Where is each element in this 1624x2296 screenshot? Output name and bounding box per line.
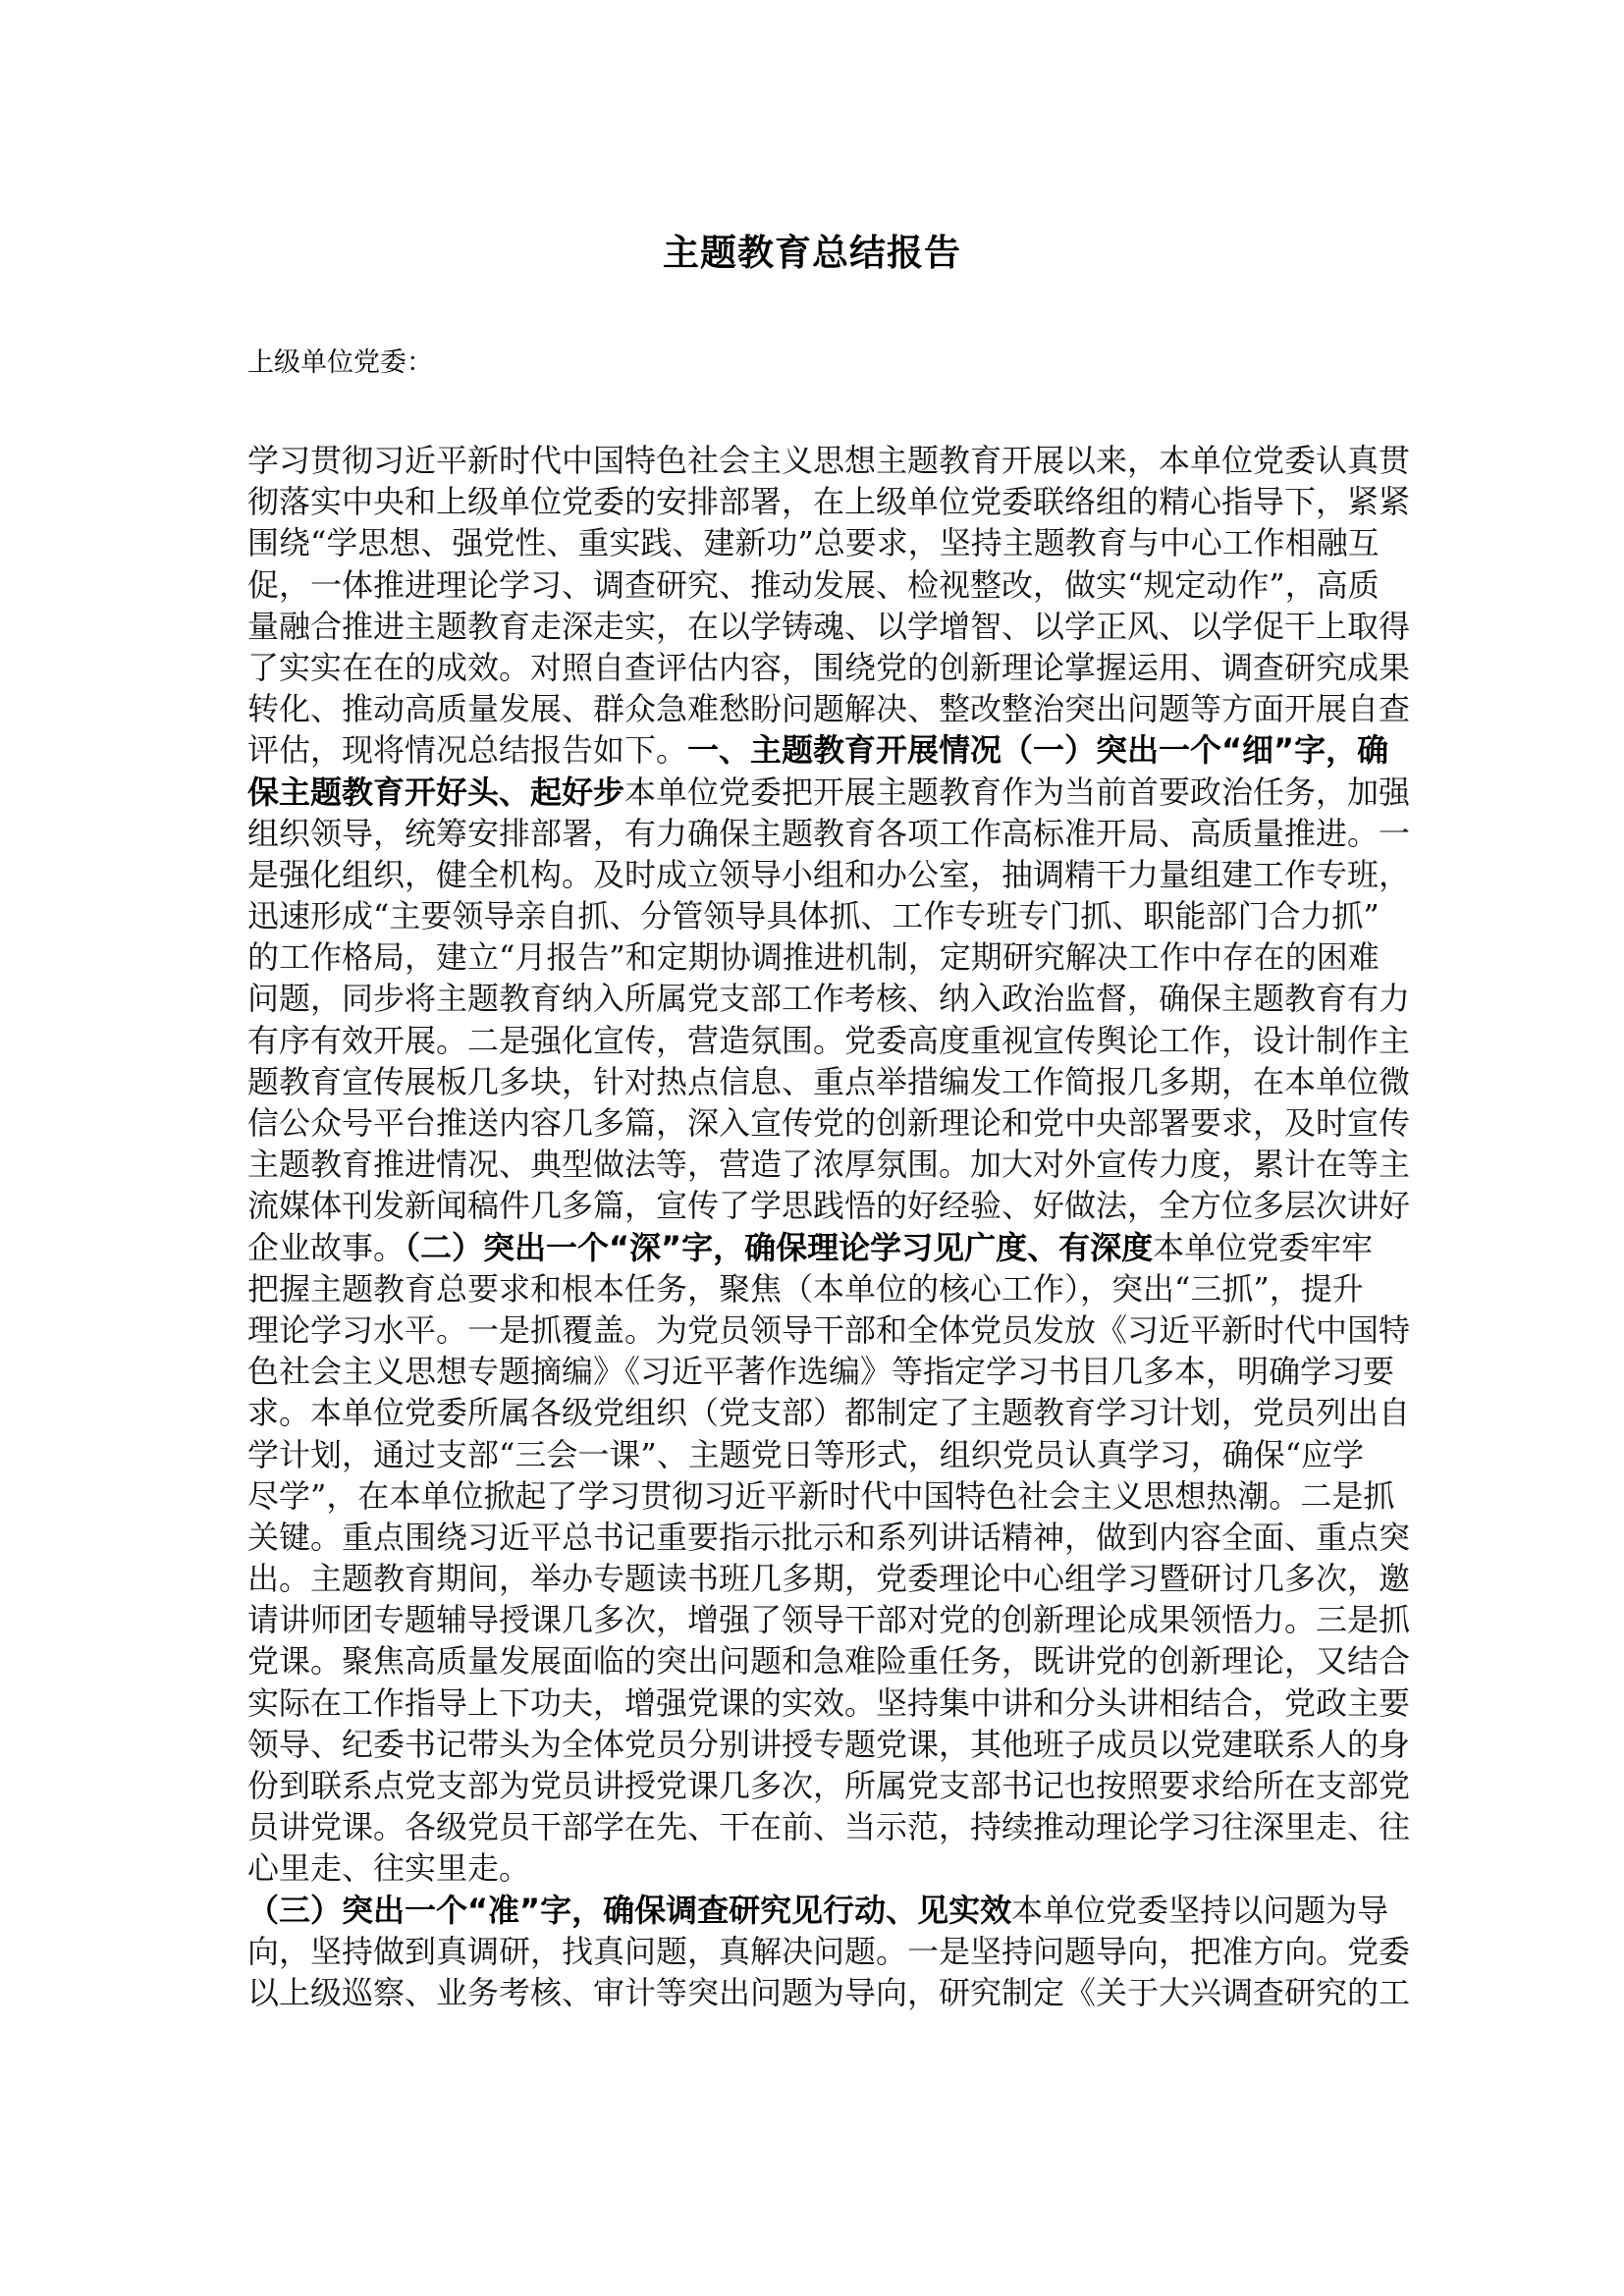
text-line [247,481,1411,522]
body-text: 向，坚持做到真调研，找真问题，真解决问题。一是坚持问题导向，把准方向。党委 [247,1932,1411,1970]
body-text: 是强化组织，健全机构。及时成立领导小组和办公室，抽调精干力量组建工作专班， [247,855,1411,893]
body-text: 请讲师团专题辅导授课几多次，增强了领导干部对党的创新理论成果领悟力。三是抓 [247,1601,1411,1639]
text-line [247,1931,1411,1972]
body-text: 彻落实中央和上级单位党委的安排部署，在上级单位党委联络组的精心指导下，紧紧 [247,483,1411,521]
text-line [247,1227,1374,1268]
text-line [247,1309,1411,1351]
text-line [247,1972,1411,2013]
body-text: 学计划，通过支部“三会一课”、主题党日等形式，组织党员认真学习，确保“应学 [247,1435,1365,1473]
bold-heading-text: （二）突出一个“深”字，确保理论学习见广度、有深度 [405,1228,1154,1266]
document-title: 主题教育总结报告 [663,232,961,274]
text-line [247,1392,1411,1433]
body-text: 流媒体刊发新闻稿件几多篇，宣传了学思践悟的好经验、好做法，全方位多层次讲好 [247,1187,1411,1225]
text-line [247,813,1411,854]
text-line [247,564,1380,606]
body-text: 关键。重点围绕习近平总书记重要指示批示和系列讲话精神，做到内容全面、重点突 [247,1518,1411,1556]
text-line [247,1475,1395,1517]
body-text: 题教育宣传展板几多块，针对热点信息、重点举措编发工作简报几多期，在本单位微 [247,1062,1411,1100]
text-line [247,1724,1411,1765]
body-text: 把握主题教育总要求和根本任务，聚焦（本单位的核心工作），突出“三抓”，提升 [247,1269,1364,1308]
body-text: 色社会主义思想专题摘编》《习近平著作选编》等指定学习书目几多本，明确学习要 [247,1353,1395,1391]
text-line [247,895,1380,936]
body-text: 员讲党课。各级党员干部学在先、干在前、当示范，持续推动理论学习往深里走、往 [247,1808,1411,1846]
text-line [247,1020,1411,1061]
text-line [247,1640,1411,1682]
text-line [247,1682,1411,1724]
body-text: 主题教育推进情况、典型做法等，营造了浓厚氛围。加大对外宣传力度，累计在等主 [247,1146,1411,1184]
text-line [247,606,1411,647]
text-line [247,1185,1411,1226]
text-line [247,1558,1411,1599]
text-line [247,647,1411,688]
body-text: 实际在工作指导上下功夫，增强党课的实效。坚持集中讲和分头讲相结合，党政主要 [247,1683,1411,1722]
text-line [247,1061,1411,1102]
text-line [247,1765,1411,1806]
body-text: 了实实在在的成效。对照自查评估内容，围绕党的创新理论掌握运用、调查研究成果 [247,648,1411,686]
body-text: 评估，现将情况总结报告如下。 [247,731,688,770]
body-text: 理论学习水平。一是抓覆盖。为党员领导干部和全体党员发放《习近平新时代中国特 [247,1310,1411,1349]
text-line [247,522,1380,563]
body-text: 心里走、往实里走。 [247,1849,531,1888]
text-line [247,1268,1364,1309]
body-text: 党课。聚焦高质量发展面临的突出问题和急难险重任务，既讲党的创新理论，又结合 [247,1642,1411,1681]
text-line [247,1434,1365,1475]
text-line [247,978,1411,1019]
body-text: 出。主题教育期间，举办专题读书班几多期，党委理论中心组学习暨研讨几多次，邀 [247,1560,1411,1598]
text-line [247,729,1389,771]
body-text: 以上级巡察、业务考核、审计等突出问题为导向，研究制定《关于大兴调查研究的工 [247,1973,1411,2011]
body-text: 尽学”，在本单位掀起了学习贯彻习近平新时代中国特色社会主义思想热潮。二是抓 [247,1476,1395,1515]
body-text: 份到联系点党支部为党员讲授党课几多次，所属党支部书记也按照要求给所在支部党 [247,1767,1411,1804]
text-line [247,936,1380,978]
body-text: 领导、纪委书记带头为全体党员分别讲授专题党课，其他班子成员以党建联系人的身 [247,1725,1411,1763]
body-text: 围绕“学思想、强党性、重实践、建新功”总要求，坚持主题教育与中心工作相融互 [247,524,1380,562]
text-line [247,440,1411,481]
body-text: 量融合推进主题教育走深走实，在以学铸魂、以学增智、以学正风、以学促干上取得 [247,607,1411,645]
text-line [247,1806,1411,1847]
body-text: 学习贯彻习近平新时代中国特色社会主义思想主题教育开展以来，本单位党委认真贯 [247,442,1411,479]
bold-heading-text: （三）突出一个“准”字，确保调查研究见行动、见实效 [247,1891,1012,1929]
body-text: 求。本单位党委所属各级党组织（党支部）都制定了主题教育学习计划，党员列出自 [247,1394,1411,1432]
bold-heading-text: 一、主题教育开展情况（一）突出一个“细”字，确 [687,731,1389,770]
body-text: 迅速形成“主要领导亲自抓、分管领导具体抓、工作专班专门抓、职能部门合力抓” [247,897,1380,935]
text-line [247,1847,1355,1889]
text-line [247,1351,1395,1392]
body-text: 的工作格局，建立“月报告”和定期协调推进机制，定期研究解决工作中存在的困难 [247,938,1380,977]
salutation: 上级单位党委： [247,347,433,378]
body-text: 本单位党委坚持以问题为导 [1011,1891,1389,1929]
body-text: 有序有效开展。二是强化宣传，营造氛围。党委高度重视宣传舆论工作，设计制作主 [247,1021,1411,1059]
body-text: 促，一体推进理论学习、调查研究、推动发展、检视整改，做实“规定动作”，高质 [247,565,1380,604]
body-text: 问题，同步将主题教育纳入所属党支部工作考核、纳入政治监督，确保主题教育有力 [247,980,1411,1018]
body-text: 企业故事。 [247,1228,406,1266]
text-line [247,772,1411,813]
bold-heading-text: 保主题教育开好头、起好步 [247,773,625,811]
text-line [247,1144,1411,1185]
text-line [247,1599,1411,1640]
body-text: 组织领导，统筹安排部署，有力确保主题教育各项工作高标准开局、高质量推进。一 [247,814,1411,852]
body-text: 转化、推动高质量发展、群众急难愁盼问题解决、整改整治突出问题等方面开展自查 [247,690,1411,728]
text-line [247,1890,1389,1931]
text-line [247,1517,1411,1558]
document-body [247,440,1411,2013]
text-line [247,854,1411,895]
text-line [247,1102,1411,1144]
body-text: 本单位党委牢牢 [1153,1228,1374,1266]
text-line [247,688,1411,729]
body-text: 本单位党委把开展主题教育作为当前首要政治任务，加强 [624,773,1411,811]
body-text: 信公众号平台推送内容几多篇，深入宣传党的创新理论和党中央部署要求，及时宣传 [247,1104,1411,1142]
